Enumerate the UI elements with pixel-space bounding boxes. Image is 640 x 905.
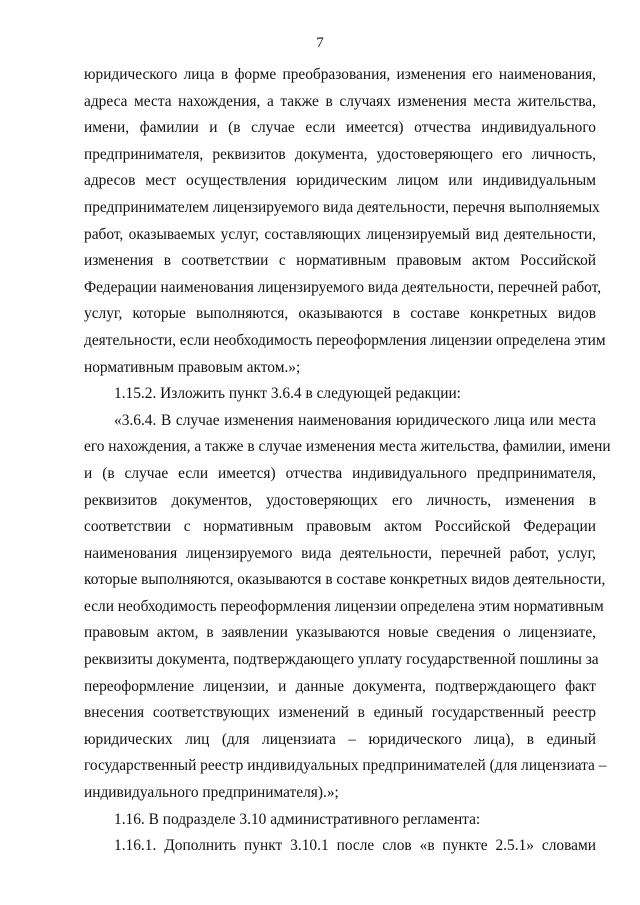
text-line: государственный реестр индивидуальных предпринимателей (для лицензиата –	[84, 757, 607, 775]
text-line: индивидуального предпринимателя).»;	[84, 784, 339, 802]
text-line: юридического лица в форме преобразования, изменения его наименования,	[84, 66, 596, 83]
text-line: нормативным правовым актом.»;	[84, 358, 301, 376]
text-line: услуг, которые выполняются, оказываются в составе конкретных видов	[84, 305, 596, 323]
text-line: внесения соответствующих изменений в единый государственный реестр	[84, 704, 596, 722]
text-line: которые выполняются, оказываются в составе конкретных видов деятельности,	[84, 571, 606, 589]
text-line: изменения в соответствии с нормативным правовым актом Российской	[84, 252, 596, 270]
text-line: адреса места нахождения, а также в случаях изменения места жительства,	[84, 92, 596, 110]
text-line: 1.15.2. Изложить пункт 3.6.4 в следующей редакции:	[114, 385, 461, 403]
text-line: юридических лиц (для лицензиата – юридического лица), в единый	[84, 730, 596, 748]
text-line: имени, фамилии и (в случае если имеется) отчества индивидуального	[84, 119, 596, 137]
text-line: 1.16. В подразделе 3.10 административного регламента:	[114, 810, 481, 828]
text-line: если необходимость переоформления лицензии определена этим нормативным	[84, 597, 604, 615]
text-line: и (в случае если имеется) отчества индивидуального предпринимателя,	[84, 464, 596, 482]
text-line: переоформление лицензии, и данные документа, подтверждающего факт	[84, 677, 596, 695]
text-line: деятельности, если необходимость переоформления лицензии определена этим	[84, 331, 606, 349]
text-line: 1.16.1. Дополнить пункт 3.10.1 после слов «в пункте 2.5.1» словами	[114, 837, 596, 855]
text-line: адресов мест осуществления юридическим лицом или индивидуальным	[84, 172, 596, 190]
text-line: правовым актом, в заявлении указываются новые сведения о лицензиате,	[84, 624, 596, 642]
text-line: реквизиты документа, подтверждающего уплату государственной пошлины за	[84, 651, 599, 669]
text-line: его нахождения, а также в случае изменения места жительства, фамилии, имени	[84, 438, 611, 456]
page-number: 7	[316, 35, 324, 51]
text-line: соответствии с нормативным правовым актом Российской Федерации	[84, 518, 596, 536]
text-line: наименования лицензируемого вида деятельности, перечней работ, услуг,	[84, 544, 596, 562]
text-line: «3.6.4. В случае изменения наименования юридического лица или места	[114, 411, 596, 429]
text-line: предпринимателя, реквизитов документа, удостоверяющего его личность,	[84, 145, 596, 163]
text-line: реквизитов документов, удостоверяющих его личность, изменения в	[84, 491, 596, 509]
text-line: Федерации наименования лицензируемого вида деятельности, перечней работ,	[84, 278, 602, 296]
text-line: работ, оказываемых услуг, составляющих лицензируемый вид деятельности,	[84, 225, 596, 243]
text-line: предпринимателем лицензируемого вида деятельности, перечня выполняемых	[84, 198, 600, 216]
document-body	[84, 62, 611, 860]
